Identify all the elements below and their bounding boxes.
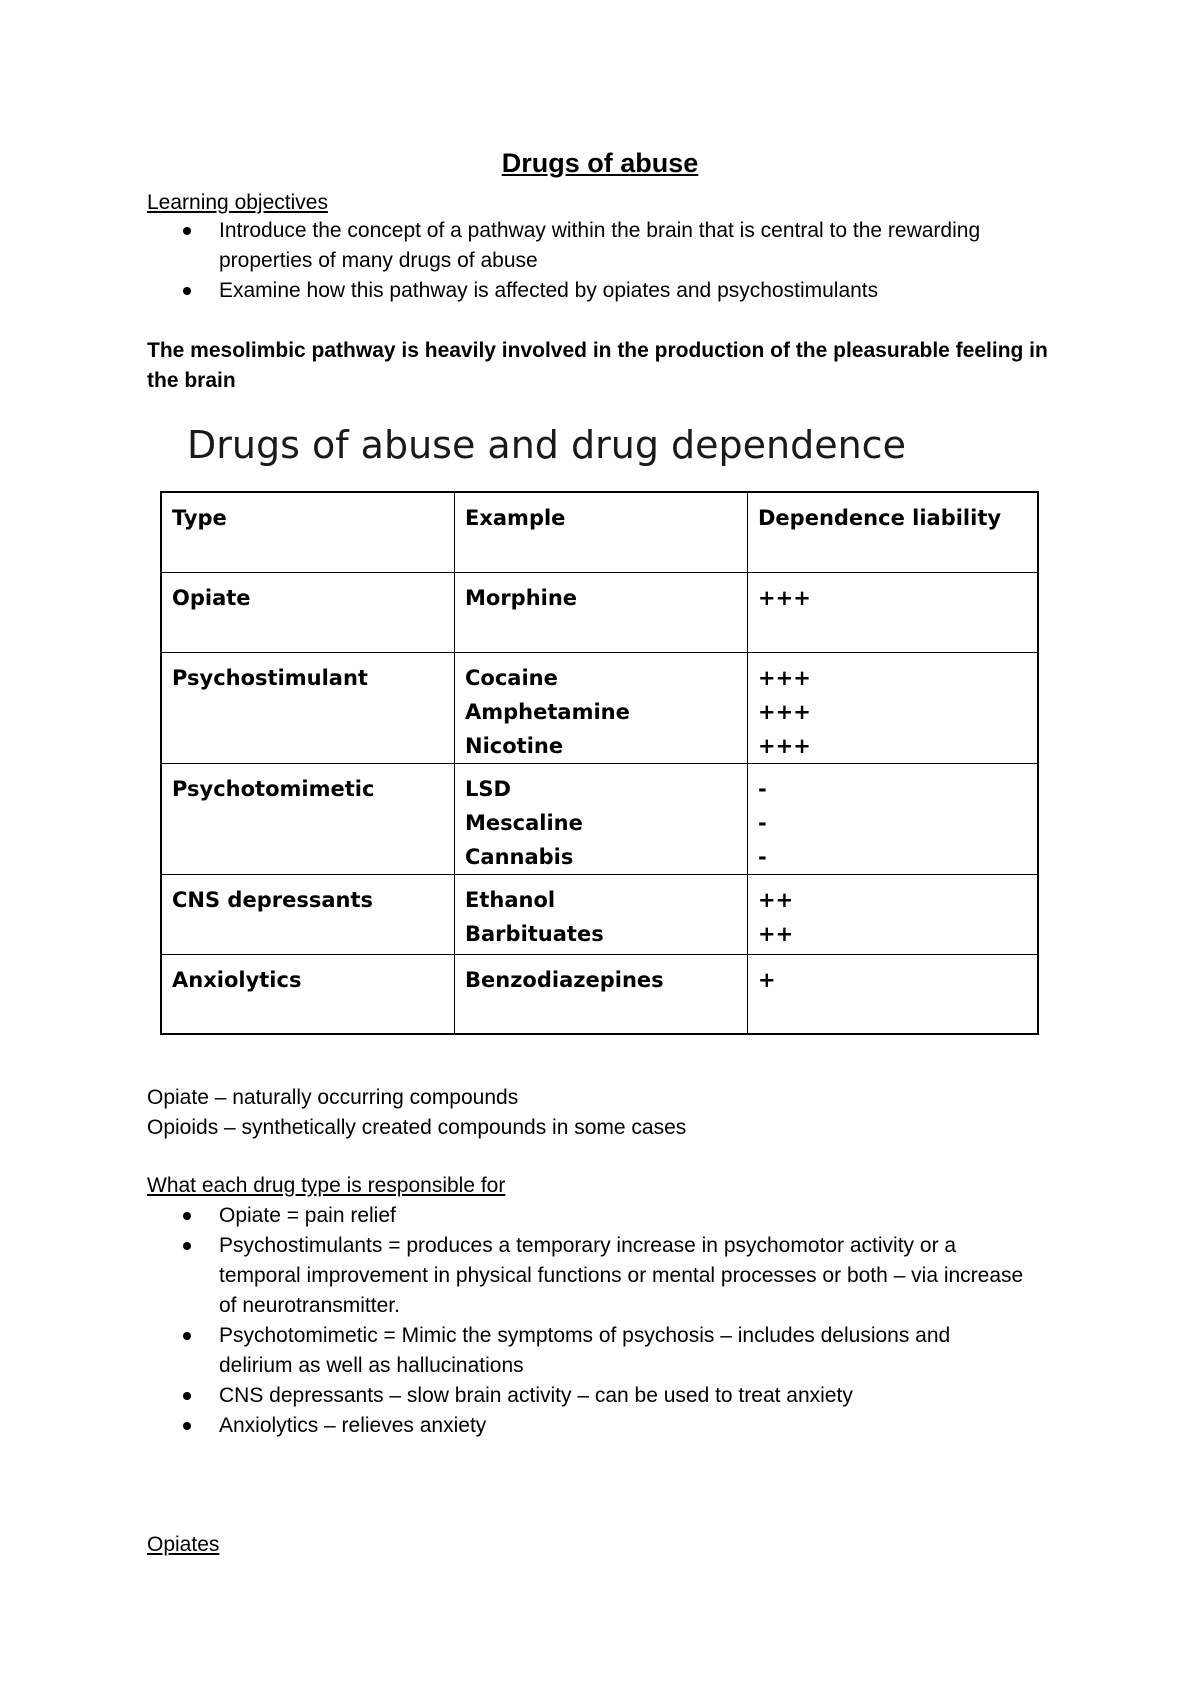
liability-item: - [758, 776, 767, 801]
slide-title: Drugs of abuse and drug dependence [187, 423, 906, 467]
example-item: Morphine [465, 585, 578, 610]
header-example: Example [455, 492, 748, 572]
cell-liability [748, 763, 1039, 874]
list-item: Examine how this pathway is affected by opiates and psychostimulants [147, 276, 1077, 306]
example-item: Amphetamine [465, 699, 630, 724]
liability-item: - [758, 844, 767, 869]
example-item: Benzodiazepines [465, 967, 664, 992]
list-item: Anxiolytics – relieves anxiety [147, 1411, 1027, 1441]
learning-objectives-list [147, 216, 1077, 306]
table-row [161, 763, 1038, 874]
cell-liability [748, 874, 1039, 954]
example-item: Ethanol [465, 887, 556, 912]
list-item: Psychostimulants = produces a temporary increase in psychomotor activity or a temporal improvement in physical functions or mental processes or both – via increase of neurotransmitter. [147, 1231, 1027, 1321]
example-item: Cannabis [465, 844, 574, 869]
cell-type: Opiate [161, 572, 455, 652]
liability-item: +++ [758, 699, 811, 724]
example-item: Nicotine [465, 733, 564, 758]
drug-dependence-table [160, 491, 1039, 1035]
liability-item: ++ [758, 887, 794, 912]
responsibilities-list [147, 1201, 1027, 1441]
list-item: CNS depressants – slow brain activity – can be used to treat anxiety [147, 1381, 1027, 1411]
table-header-row [161, 492, 1038, 572]
table-row [161, 572, 1038, 652]
cell-example [455, 572, 748, 652]
header-type: Type [161, 492, 455, 572]
definition-opiate: Opiate – naturally occurring compounds [147, 1086, 519, 1109]
list-item: Opiate = pain relief [147, 1201, 1027, 1231]
liability-item: ++ [758, 921, 794, 946]
table-row [161, 652, 1038, 763]
responsibilities-heading: What each drug type is responsible for [147, 1174, 506, 1197]
liability-item: +++ [758, 665, 811, 690]
cell-liability [748, 572, 1039, 652]
cell-example [455, 954, 748, 1034]
liability-item: +++ [758, 733, 811, 758]
cell-example [455, 763, 748, 874]
cell-liability [748, 652, 1039, 763]
header-dependence-liability: Dependence liability [748, 492, 1039, 572]
example-item: Barbituates [465, 921, 604, 946]
example-item: Cocaine [465, 665, 558, 690]
liability-item: +++ [758, 585, 811, 610]
liability-item: - [758, 810, 767, 835]
page-title: Drugs of abuse [501, 148, 699, 178]
cell-type: Psychotomimetic [161, 763, 455, 874]
opiates-heading: Opiates [147, 1533, 220, 1556]
mesolimbic-statement: The mesolimbic pathway is heavily involved in the production of the pleasurable feeling in the brain [147, 339, 1048, 392]
cell-example [455, 652, 748, 763]
cell-type: Psychostimulant [161, 652, 455, 763]
table-row [161, 954, 1038, 1034]
liability-item: + [758, 967, 776, 992]
cell-example [455, 874, 748, 954]
definition-opioids: Opioids – synthetically created compounds in some cases [147, 1116, 687, 1139]
cell-type: Anxiolytics [161, 954, 455, 1034]
learning-objectives-heading: Learning objectives [147, 191, 328, 214]
example-item: LSD [465, 776, 511, 801]
cell-type: CNS depressants [161, 874, 455, 954]
cell-liability [748, 954, 1039, 1034]
table-row [161, 874, 1038, 954]
example-item: Mescaline [465, 810, 583, 835]
list-item: Psychotomimetic = Mimic the symptoms of psychosis – includes delusions and delirium as well as hallucinations [147, 1321, 1027, 1381]
list-item: Introduce the concept of a pathway within the brain that is central to the rewarding properties of many drugs of abuse [147, 216, 1077, 276]
